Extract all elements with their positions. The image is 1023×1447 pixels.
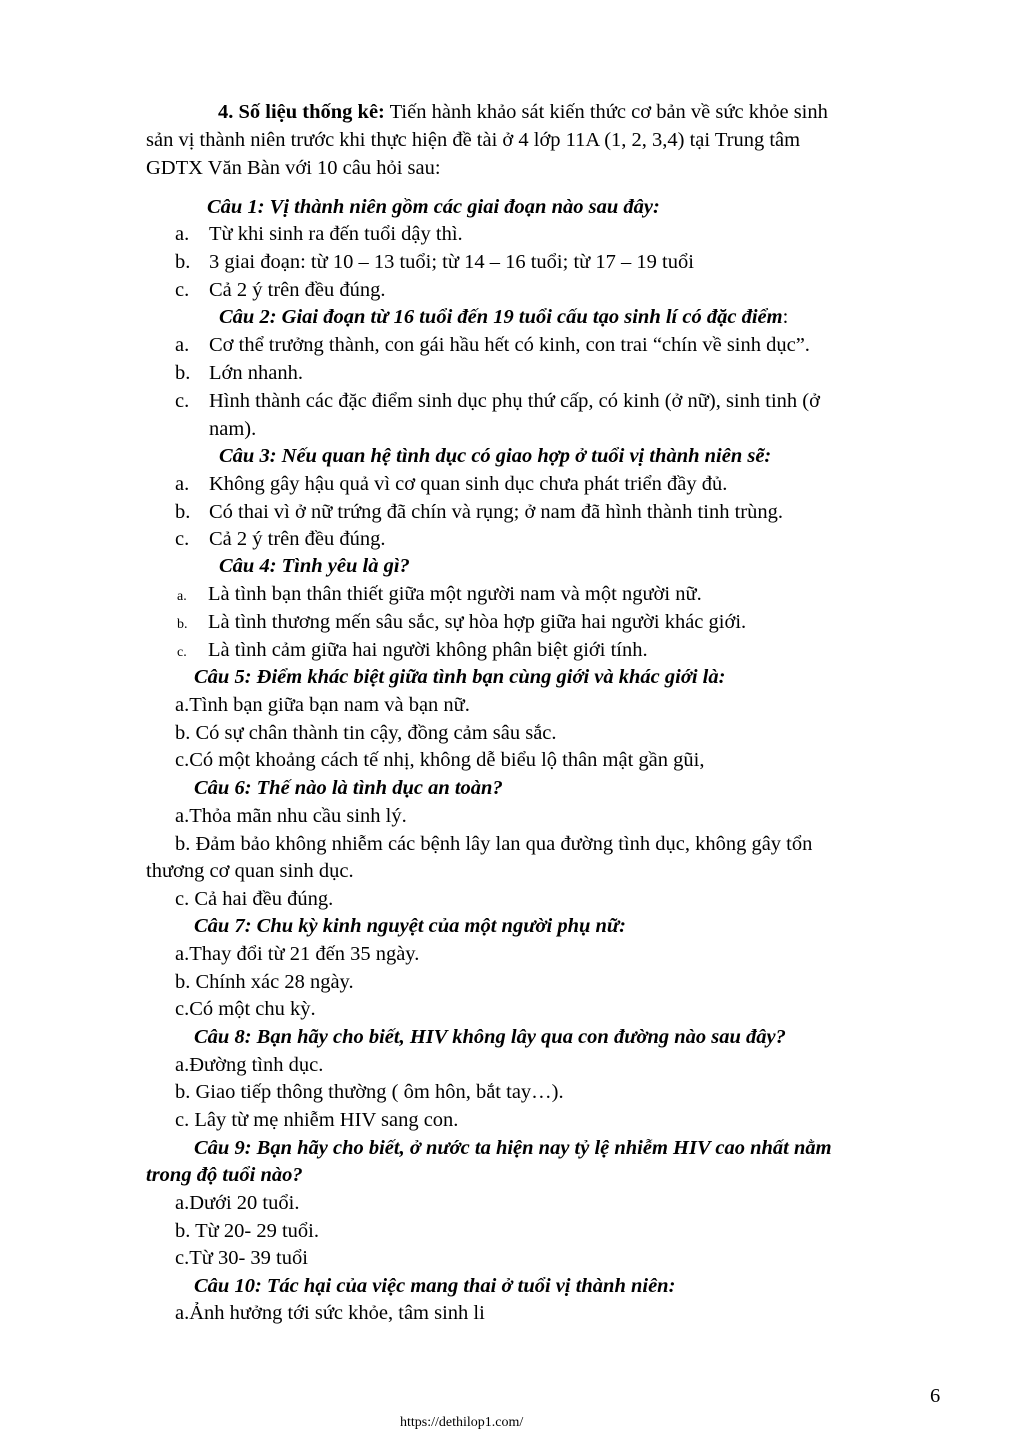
intro-line-3: GDTX Văn Bàn với 10 câu hỏi sau: [146,157,441,179]
q4-option-c: c. Là tình cảm giữa hai người không phân biệt giới tính. [177,639,648,661]
q6-option-b: b. Đảm bảo không nhiễm các bệnh lây lan qua đường tình dục, không gây tổn [175,833,813,855]
q1-option-c: c. Cả 2 ý trên đều đúng. [175,279,386,301]
q2-option-c-cont: nam). [209,418,257,440]
intro-line-1: 4. Số liệu thống kê: Tiến hành khảo sát kiến thức cơ bản về sức khỏe sinh [218,101,828,123]
q5-option-a: a.Tình bạn giữa bạn nam và bạn nữ. [175,694,470,716]
q7-option-c: c.Có một chu kỳ. [175,998,316,1020]
intro-line-2: sản vị thành niên trước khi thực hiện đề tài ở 4 lớp 11A (1, 2, 3,4) tại Trung tâm [146,129,801,151]
question-9-title-cont: trong độ tuổi nào? [146,1164,303,1186]
page-number: 6 [930,1385,941,1407]
q1-option-a: a. Từ khi sinh ra đến tuổi dậy thì. [175,223,463,245]
q2-option-c: c. Hình thành các đặc điểm sinh dục phụ thứ cấp, có kinh (ở nữ), sinh tinh (ở [175,390,820,412]
question-5-title: Câu 5: Điểm khác biệt giữa tình bạn cùng giới và khác giới là: [194,666,726,688]
q9-option-b: b. Từ 20- 29 tuổi. [175,1220,319,1242]
q6-option-c: c. Cả hai đều đúng. [175,888,334,910]
question-9-title: Câu 9: Bạn hãy cho biết, ở nước ta hiện nay tỷ lệ nhiễm HIV cao nhất nằm [194,1137,832,1159]
q1-option-b: b. 3 giai đoạn: từ 10 – 13 tuổi; từ 14 – 16 tuổi; từ 17 – 19 tuổi [175,251,694,273]
question-6-title: Câu 6: Thế nào là tình dục an toàn? [194,777,503,799]
section-heading: 4. Số liệu thống kê: [218,101,385,123]
q2-option-a: a. Cơ thể trưởng thành, con gái hầu hết có kinh, con trai “chín về sinh dục”. [175,334,810,356]
q7-option-b: b. Chính xác 28 ngày. [175,971,354,993]
q3-option-b: b. Có thai vì ở nữ trứng đã chín và rụng; ở nam đã hình thành tinh trùng. [175,501,783,523]
q3-option-c: c. Cả 2 ý trên đều đúng. [175,528,386,550]
q8-option-c: c. Lây từ mẹ nhiễm HIV sang con. [175,1109,459,1131]
footer-url[interactable]: https://dethilop1.com/ [400,1415,524,1430]
question-10-title: Câu 10: Tác hại của việc mang thai ở tuổi vị thành niên: [194,1275,676,1297]
question-2-title: Câu 2: Giai đoạn từ 16 tuổi đến 19 tuổi cấu tạo sinh lí có đặc điểm: [219,306,789,328]
q5-option-b: b. Có sự chân thành tin cậy, đồng cảm sâu sắc. [175,722,557,744]
q6-option-a: a.Thỏa mãn nhu cầu sinh lý. [175,805,407,827]
question-3-title: Câu 3: Nếu quan hệ tình dục có giao hợp ở tuổi vị thành niên sẽ: [219,445,772,467]
question-8-title: Câu 8: Bạn hãy cho biết, HIV không lây qua con đường nào sau đây? [194,1026,786,1048]
q6-option-b-cont: thương cơ quan sinh dục. [146,860,354,882]
q5-option-c: c.Có một khoảng cách tế nhị, không dễ biểu lộ thân mật gần gũi, [175,749,705,771]
q8-option-a: a.Đường tình dục. [175,1054,324,1076]
q2-option-b: b. Lớn nhanh. [175,362,303,384]
q9-option-c: c.Từ 30- 39 tuổi [175,1247,308,1269]
question-1-title: Câu 1: Vị thành niên gồm các giai đoạn nào sau đây: [207,196,660,218]
q3-option-a: a. Không gây hậu quả vì cơ quan sinh dục chưa phát triển đầy đủ. [175,473,728,495]
q9-option-a: a.Dưới 20 tuổi. [175,1192,300,1214]
q8-option-b: b. Giao tiếp thông thường ( ôm hôn, bắt tay…). [175,1081,564,1103]
q4-option-a: a. Là tình bạn thân thiết giữa một người nam và một người nữ. [177,583,702,605]
question-4-title: Câu 4: Tình yêu là gì? [219,555,410,577]
question-7-title: Câu 7: Chu kỳ kinh nguyệt của một người phụ nữ: [194,915,627,937]
q10-option-a: a.Ảnh hưởng tới sức khỏe, tâm sinh li [175,1302,485,1324]
q4-option-b: b. Là tình thương mến sâu sắc, sự hòa hợp giữa hai người khác giới. [177,611,747,633]
q7-option-a: a.Thay đổi từ 21 đến 35 ngày. [175,943,420,965]
